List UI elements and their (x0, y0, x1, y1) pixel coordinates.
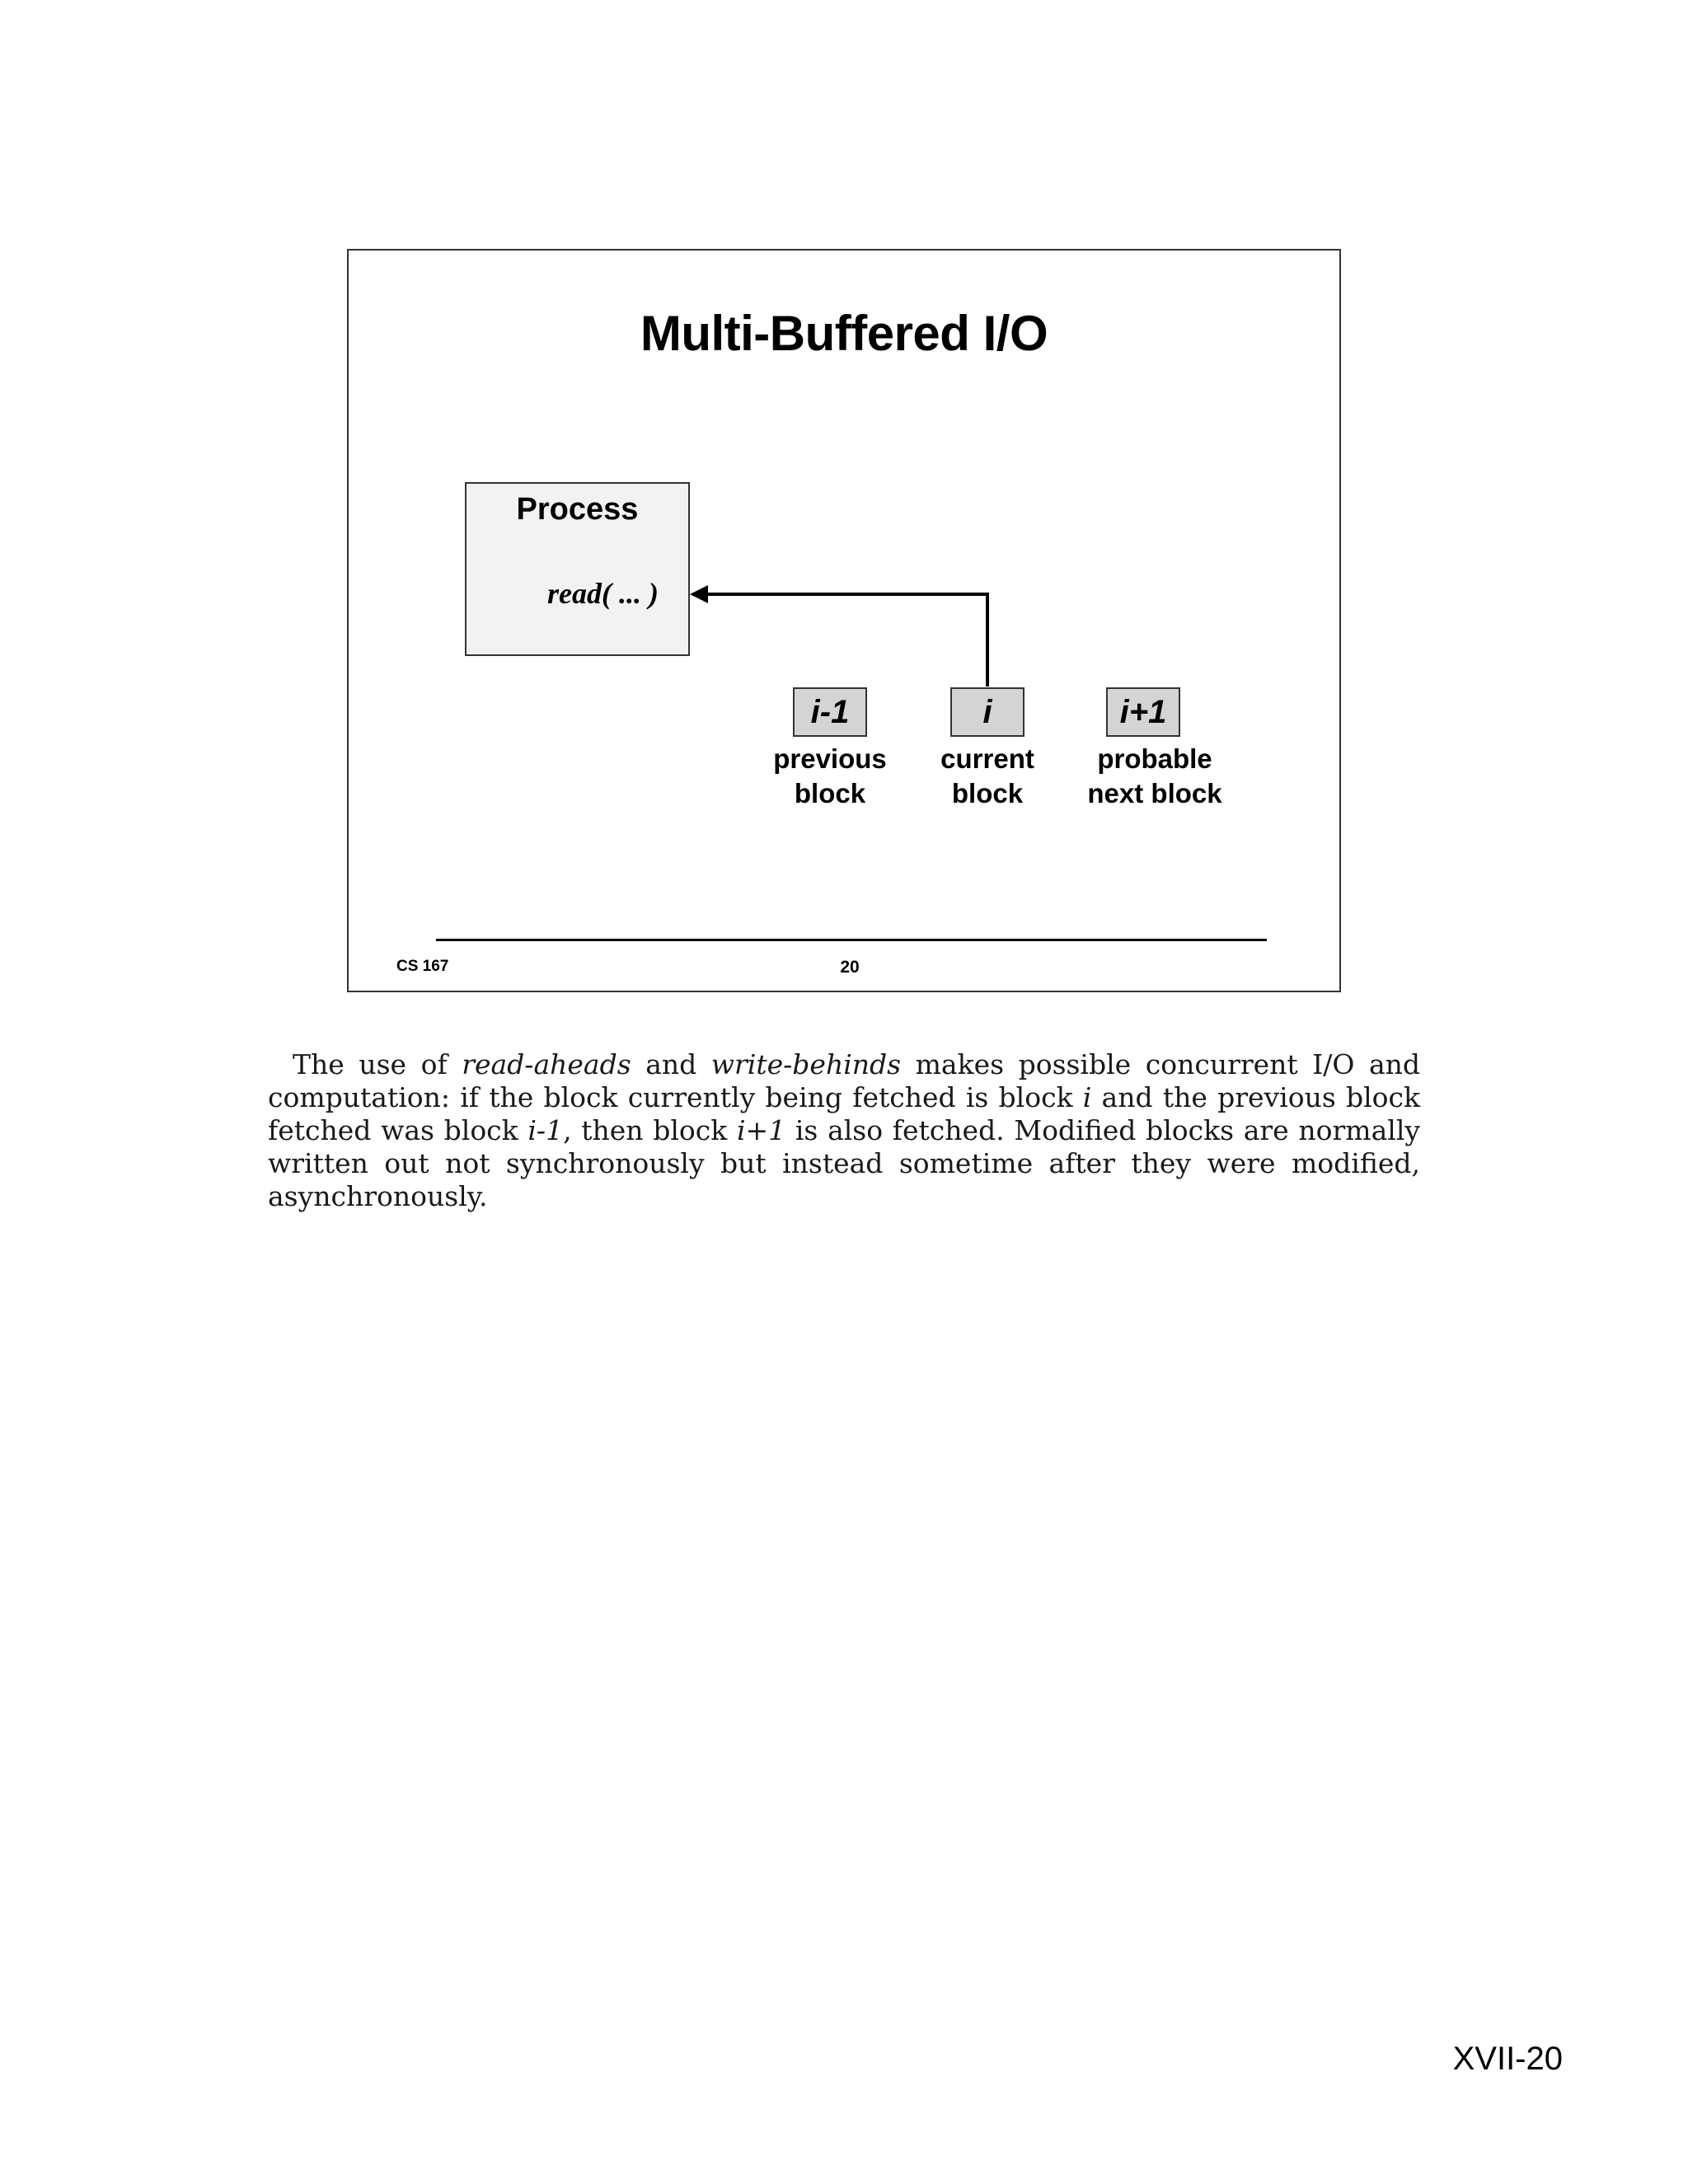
process-label: Process (516, 492, 639, 527)
read-call: read( ... ) (547, 577, 659, 610)
block-previous: i-1 (793, 687, 867, 737)
block-next: i+1 (1106, 687, 1180, 737)
block-next-caption-line1: probable (1097, 743, 1212, 774)
block-current-caption (897, 742, 1078, 811)
block-current-caption-line2: block (951, 778, 1024, 808)
process-box (465, 482, 690, 656)
block-next-caption-line2: next block (1087, 778, 1222, 808)
slide (347, 249, 1341, 992)
var-block-i: i (1082, 1081, 1092, 1113)
slide-footer-course: CS 167 (396, 958, 449, 975)
fetch-arrow-head (690, 585, 708, 603)
body-paragraph (268, 1048, 1420, 1213)
slide-title: Multi-Buffered I/O (640, 306, 1048, 361)
slide-footer-number: 20 (840, 958, 860, 977)
block-current: i (950, 687, 1025, 737)
body-text-part: , then block (563, 1114, 737, 1146)
block-previous-caption (739, 742, 921, 811)
body-text-part: The use of (293, 1048, 462, 1080)
var-block-i-minus-1: i-1 (528, 1114, 564, 1146)
term-read-aheads: read-aheads (462, 1048, 631, 1080)
body-text-part: and the previous block fetched was block (268, 1081, 1420, 1146)
page-number: XVII-20 (1452, 2041, 1563, 2077)
block-previous-caption-line1: previous (773, 743, 887, 774)
body-text-part: makes possible concurrent I/O and computation: if the block currently being fetched is block (268, 1048, 1420, 1113)
var-block-i-plus-1: i+1 (736, 1114, 786, 1146)
fetch-arrow-line (706, 594, 987, 687)
term-write-behinds: write-behinds (710, 1048, 902, 1080)
block-current-caption-line1: current (940, 743, 1034, 774)
block-next-caption (1064, 742, 1245, 811)
slide-footer-rule (436, 939, 1267, 941)
body-text-part: and (631, 1048, 711, 1080)
block-previous-caption-line2: block (794, 778, 866, 808)
body-text-part: is also fetched. Modified blocks are normally written out not synchronously but instead sometime after they were modified, asynchronously. (268, 1114, 1421, 1212)
